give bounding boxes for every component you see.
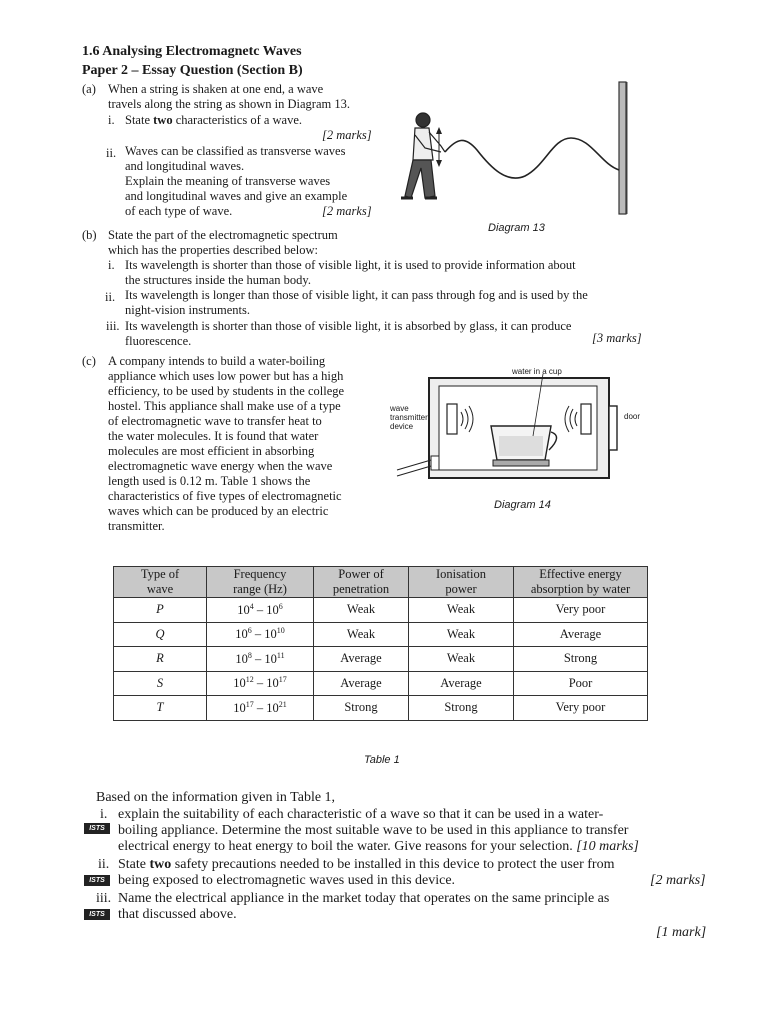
question-i-label: i. <box>100 807 108 822</box>
part-a-text: When a string is shaken at one end, a wave travels along the string as shown in Diagram 13. <box>108 82 350 111</box>
part-a-i-text: State two characteristics of a wave. <box>125 113 303 127</box>
part-b-ii-text: Its wavelength is longer than those of visible light, it can pass through fog and is used by the night-vision instruments. <box>125 288 588 317</box>
part-a-ii-label: ii. <box>106 146 117 160</box>
col-header-absorption: Effective energy absorption by water <box>514 567 648 598</box>
page-subtitle: Paper 2 – Essay Question (Section B) <box>82 63 303 78</box>
table-row: P $10^4 - 10^6$ Weak Weak Very poor <box>114 598 648 623</box>
table-1 <box>113 566 648 721</box>
wall-post <box>619 82 626 214</box>
part-b-ii-label: ii. <box>105 290 116 304</box>
diagram-13 <box>395 80 640 220</box>
diagram-14 <box>395 370 645 495</box>
part-b-label: (b) <box>82 228 97 242</box>
table-1-caption: Table 1 <box>364 754 400 766</box>
label-water-cup: water in a cup <box>512 367 562 376</box>
person-figure <box>401 113 445 198</box>
col-header-frequency: Frequency range (Hz) <box>207 567 314 598</box>
table-row: S $10^{12} - 10^{17}$ Average Average Poor <box>114 671 648 696</box>
diagram-13-caption: Diagram 13 <box>488 222 545 234</box>
question-iii-text: Name the electrical appliance in the market today that operates on the same principle as that discussed above. <box>118 891 610 922</box>
transmitter-left <box>447 404 457 434</box>
table-row: R $10^8 - 10^{11}$ Average Weak Strong <box>114 647 648 672</box>
diagram-14-caption: Diagram 14 <box>494 499 551 511</box>
label-door: door <box>624 412 641 421</box>
question-ii-text: State two safety precautions needed to be installed in this device to protect the user from being exposed to electromagnetic waves used in this device. [2 marks] <box>118 857 706 888</box>
col-header-type: Type of wave <box>114 567 207 598</box>
table-header-row <box>114 567 648 598</box>
col-header-penetration: Power of penetration <box>314 567 409 598</box>
ists-badge: ISTS <box>84 875 110 886</box>
table-row: Q $10^6 - 10^{10}$ Weak Weak Average <box>114 622 648 647</box>
part-a-ii-text: Waves can be classified as transverse waves and longitudinal waves. Explain the meaning of transverse waves and longitudinal waves and give an example of each type of wave. [2 marks] <box>125 144 372 218</box>
part-a-ii-marks: [2 marks] <box>322 204 372 218</box>
ists-badge: ISTS <box>84 909 110 920</box>
questions-intro: Based on the information given in Table 1, <box>96 790 336 805</box>
part-c-text: A company intends to build a water-boiling appliance which uses low power but has a high efficiency, to be used by students in the college hostel. This appliance shall make use of a type of electromagnetic wave to transfer heat to the water molecules. It is found that water molecules are most efficient in absorbing electromagnetic wave energy when the wave length used is 0.12 m. Table 1 shows the characteristics of five types of electromagnetic waves which can be produced by an electric transmitter. <box>108 354 345 533</box>
table-row: T $10^{17} - 10^{21}$ Strong Strong Very poor <box>114 696 648 721</box>
part-b-iii-text: Its wavelength is shorter than those of visible light, it is absorbed by glass, it can produce fluorescence. <box>125 319 572 348</box>
part-b-marks: [3 marks] <box>592 331 642 345</box>
page-title: 1.6 Analysing Electromagnetc Waves <box>82 44 302 59</box>
question-i-text: explain the suitability of each characteristic of a wave so that it can be used in a water- boiling appliance. Determine the most suitable wave to be used in this appliance to transfer electrical energy to heat energy to boil the water. Give reasons for your selection. [10 marks] <box>118 807 639 854</box>
question-ii-marks: [2 marks] <box>650 873 706 888</box>
question-ii-label: ii. <box>98 857 110 872</box>
question-iii-label: iii. <box>96 891 112 906</box>
wave-string <box>445 138 619 178</box>
label-transmitter-device: wave transmitter device <box>390 404 428 431</box>
part-c-label: (c) <box>82 354 96 368</box>
part-b-i-text: Its wavelength is shorter than those of visible light, it is used to provide information about the structures inside the human body. <box>125 258 576 287</box>
part-b-iii-label: iii. <box>106 319 120 333</box>
door-handle <box>609 406 617 450</box>
part-a-i-label: i. <box>108 113 115 127</box>
part-b-text: State the part of the electromagnetic spectrum which has the properties described below: <box>108 228 338 257</box>
ists-badge: ISTS <box>84 823 110 834</box>
col-header-ionisation: Ionisation power <box>409 567 514 598</box>
question-i-marks: [10 marks] <box>576 839 639 854</box>
transmitter-right <box>581 404 591 434</box>
part-a-label: (a) <box>82 82 96 96</box>
part-a-i-marks: [2 marks] <box>322 128 372 142</box>
part-b-i-label: i. <box>108 258 115 272</box>
question-iii-marks: [1 mark] <box>656 925 707 940</box>
